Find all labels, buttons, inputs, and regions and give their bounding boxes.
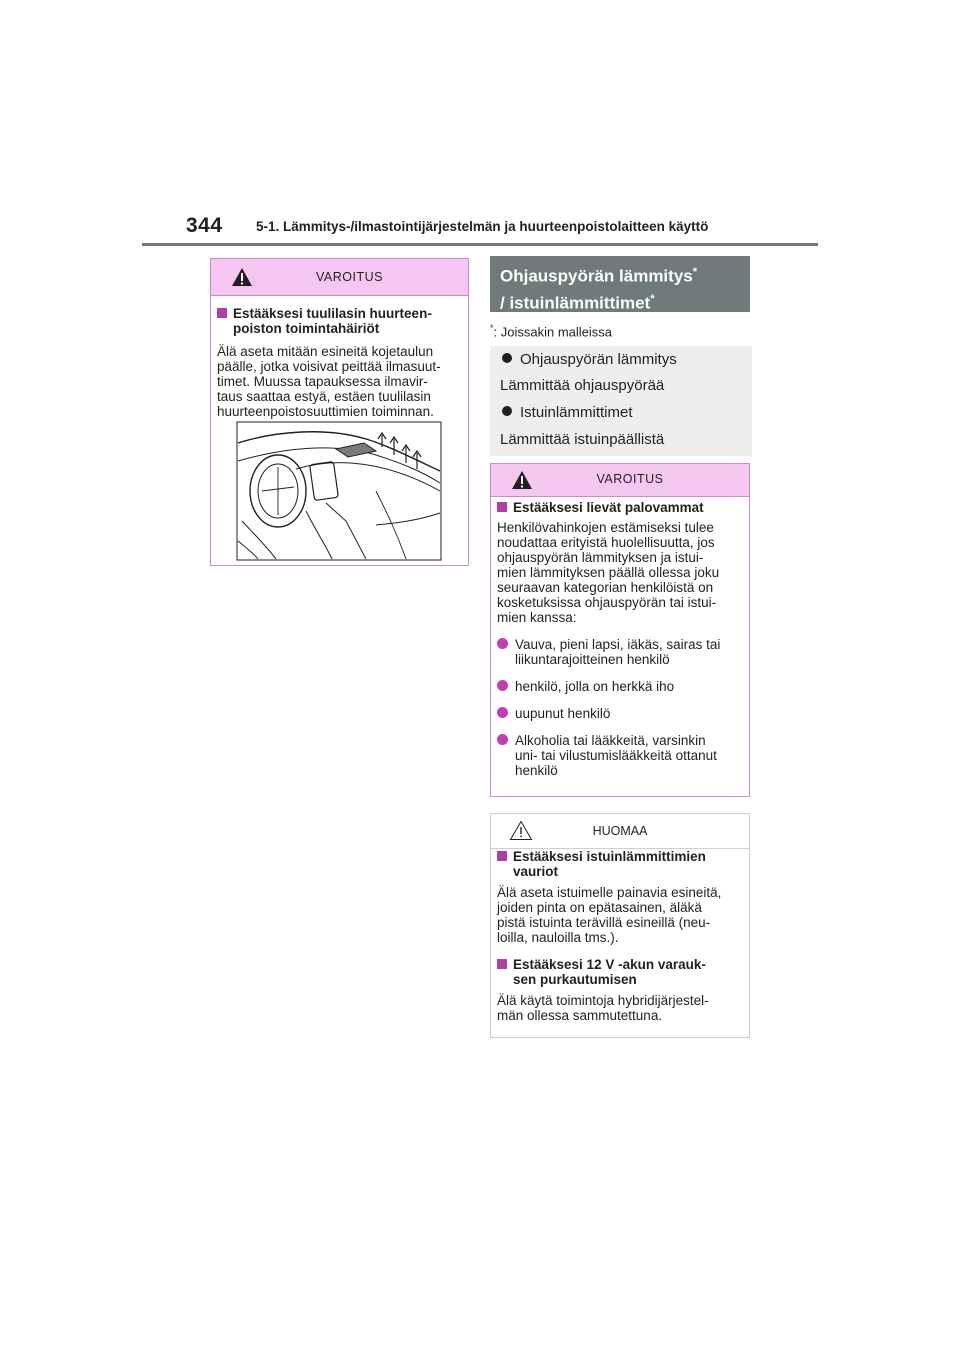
warning-header	[491, 464, 749, 497]
feature-name	[502, 404, 633, 421]
page-number: 344	[186, 214, 223, 237]
warning-label: VAROITUS	[316, 270, 383, 284]
warning-subheading-text: Estääksesi tuulilasin huurteen- poiston toimintahäiriöt	[233, 306, 432, 336]
list-item-line: uni- tai vilustumislääkkeitä ottanut	[515, 748, 717, 763]
notice-text-line: män ollessa sammutettuna.	[497, 1008, 663, 1023]
notice-subheading-line: Estääksesi istuinlämmittimien	[513, 849, 706, 864]
section-title-line1: Ohjauspyörän lämmitys	[500, 266, 693, 286]
list-item	[497, 679, 745, 694]
square-bullet-icon	[497, 851, 507, 861]
left-warning-box	[210, 258, 469, 566]
asterisk-mark: *	[692, 266, 698, 278]
feature-description: Lämmittää istuinpäällistä	[500, 431, 665, 448]
warning-text-line: taus saattaa estyä, estäen tuulilasin	[217, 389, 431, 404]
warning-subheading-text: Estääksesi lievät palovammat	[513, 500, 704, 515]
warning-text-line: seuraavan kategorian henkilöistä on	[497, 580, 714, 595]
warning-text-line: huurteenpoistosuuttimien toiminnan.	[217, 404, 434, 419]
round-bullet-icon	[497, 734, 508, 745]
warning-text-line: mien lämmityksen päällä ollessa joku	[497, 565, 720, 580]
chapter-title: 5-1. Lämmitys-/ilmastointijärjestelmän ja huurteenpoistolaitteen käyttö	[256, 219, 709, 234]
notice-subheading-line: Estääksesi 12 V -akun varauk-	[513, 957, 706, 972]
notice-text-line: Älä aseta istuimelle painavia esineitä,	[497, 885, 722, 900]
warning-header	[211, 259, 468, 296]
warning-text-line: kosketuksissa ohjauspyörän tai istui-	[497, 595, 717, 610]
notice-text-line: pistä istuinta terävillä esineillä (neu-	[497, 915, 711, 930]
feature-name	[502, 351, 677, 368]
warning-subheading	[497, 500, 745, 515]
warning-text-line: ohjauspyörän lämmityksen ja istui-	[497, 550, 704, 565]
notice-box	[490, 813, 750, 1038]
notice-subheading-line: sen purkautumisen	[513, 972, 637, 987]
right-warning-box	[490, 463, 750, 797]
list-item	[497, 706, 745, 721]
square-bullet-icon	[497, 959, 507, 969]
square-bullet-icon	[217, 308, 227, 318]
footnote	[490, 323, 612, 339]
notice-subheading	[497, 849, 745, 879]
feature-list-box	[490, 346, 752, 456]
list-item	[497, 637, 745, 667]
feature-description: Lämmittää ohjauspyörää	[500, 377, 665, 394]
warning-text-line: noudattaa erityistä huolellisuutta, jos	[497, 535, 715, 550]
asterisk-mark: *	[650, 292, 655, 305]
warning-text-line: timet. Muussa tapauksessa ilmavir-	[217, 374, 428, 389]
header-rule	[142, 243, 818, 246]
warning-text-line: Älä aseta mitään esineitä kojetaulun	[217, 344, 434, 359]
footnote-text: : Joissakin malleissa	[493, 324, 613, 340]
dashboard-illustration	[236, 421, 442, 561]
round-bullet-icon	[502, 353, 512, 363]
warning-label: VAROITUS	[596, 472, 664, 486]
section-title-line2: / istuinlämmittimet	[500, 293, 651, 313]
section-heading	[490, 256, 750, 312]
notice-header	[491, 814, 749, 849]
feature-name-text: Istuinlämmittimet	[520, 404, 633, 421]
list-item-line: uupunut henkilö	[515, 706, 611, 721]
notice-text-line: Älä käytä toimintoja hybridijärjestel-	[497, 993, 709, 1008]
round-bullet-icon	[497, 680, 508, 691]
warning-text-line: päälle, jotka voisivat peittää ilmasuut-	[217, 359, 441, 374]
notice-label: HUOMAA	[592, 824, 648, 838]
round-bullet-icon	[502, 406, 512, 416]
feature-name-text: Ohjauspyörän lämmitys	[520, 351, 677, 368]
square-bullet-icon	[497, 502, 507, 512]
notice-text-line: loilla, nauloilla tms.).	[497, 930, 619, 945]
warning-subheading	[217, 306, 463, 336]
round-bullet-icon	[497, 638, 508, 649]
list-item-line: Alkoholia tai lääkkeitä, varsinkin	[515, 733, 706, 748]
list-item-line: henkilö	[515, 763, 558, 778]
list-item-line: Vauva, pieni lapsi, iäkäs, sairas tai	[515, 637, 721, 652]
list-item-line: liikuntarajoitteinen henkilö	[515, 652, 670, 667]
notice-subheading	[497, 957, 745, 987]
footnote-mark: *	[490, 323, 494, 333]
notice-text-line: joiden pinta on epätasainen, äläkä	[497, 900, 702, 915]
notice-subheading-line: vauriot	[513, 864, 559, 879]
warning-text-line: mien kanssa:	[497, 610, 577, 625]
round-bullet-icon	[497, 707, 508, 718]
list-item	[497, 733, 745, 778]
warning-text-line: Henkilövahinkojen estämiseksi tulee	[497, 520, 714, 535]
list-item-line: henkilö, jolla on herkkä iho	[515, 679, 675, 694]
